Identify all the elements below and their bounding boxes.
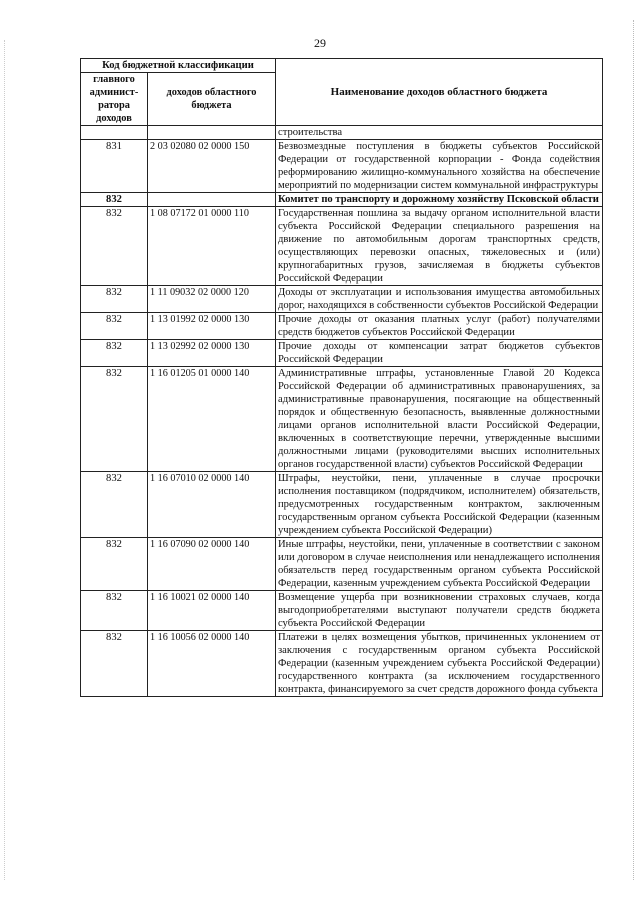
income-name-cell: строительства — [276, 126, 603, 140]
table-row — [81, 340, 603, 367]
table-row — [81, 207, 603, 286]
income-name-cell: Государственная пошлина за выдачу органом исполнительной власти субъекта Российской Федерации специального разрешения на движение по автомобильным дорогам транспортных средств, осуществляющих перевозки опасных, тяжеловесных и (или) крупногабаритных грузов, зачисляемая в бюджеты субъектов Российской Федерации — [276, 207, 603, 286]
header-admin: главного админист-ратора доходов — [81, 73, 148, 126]
table-body — [81, 126, 603, 697]
header-income: доходов областного бюджета — [148, 73, 276, 126]
table-row — [81, 538, 603, 591]
income-code-cell: 1 16 10056 02 0000 140 — [148, 631, 276, 697]
income-name-cell: Прочие доходы от оказания платных услуг (работ) получателями средств бюджетов субъектов Российской Федерации — [276, 313, 603, 340]
admin-code-cell: 831 — [81, 140, 148, 193]
scan-edge-left — [4, 40, 6, 880]
admin-code-cell: 832 — [81, 313, 148, 340]
income-code-cell: 2 03 02080 02 0000 150 — [148, 140, 276, 193]
income-code-cell — [148, 126, 276, 140]
table-row — [81, 472, 603, 538]
income-name-cell: Прочие доходы от компенсации затрат бюджетов субъектов Российской Федерации — [276, 340, 603, 367]
income-name-cell: Комитет по транспорту и дорожному хозяйству Псковской области — [276, 193, 603, 207]
admin-code-cell: 832 — [81, 367, 148, 472]
table-row — [81, 140, 603, 193]
income-code-cell: 1 16 07090 02 0000 140 — [148, 538, 276, 591]
income-code-cell — [148, 193, 276, 207]
income-code-cell: 1 16 10021 02 0000 140 — [148, 591, 276, 631]
budget-classification-table — [80, 58, 603, 697]
income-name-cell: Иные штрафы, неустойки, пени, уплаченные в соответствии с законом или договором в случае неисполнения или ненадлежащего исполнения обязательств перед государственным органом субъекта Российской Федерации, казенным учреждением субъекта Российской Федерации — [276, 538, 603, 591]
income-name-cell: Доходы от эксплуатации и использования имущества автомобильных дорог, находящихся в собственности субъектов Российской Федерации — [276, 286, 603, 313]
admin-code-cell: 832 — [81, 538, 148, 591]
income-name-cell: Возмещение ущерба при возникновении страховых случаев, когда выгодоприобретателями выступают получатели средств бюджета субъекта Российской Федерации — [276, 591, 603, 631]
admin-code-cell: 832 — [81, 340, 148, 367]
income-name-cell: Платежи в целях возмещения убытков, причиненных уклонением от заключения с государственным органом субъекта Российской Федерации (казенным учреждением субъекта Российской Федерации) государственного контракта (за исключением государственного контракта, финансируемого за счет средств дорожного фонда субъекта — [276, 631, 603, 697]
table-header — [81, 59, 603, 126]
income-name-cell: Безвозмездные поступления в бюджеты субъектов Российской Федерации от государственной корпорации - Фонда содействия реформированию жилищно-коммунального хозяйства на обеспечение мероприятий по модернизации систем коммунальной инфраструктуры — [276, 140, 603, 193]
page-number: 29 — [314, 36, 326, 50]
header-name: Наименование доходов областного бюджета — [276, 59, 603, 126]
admin-code-cell: 832 — [81, 472, 148, 538]
scan-edge-right — [631, 20, 634, 880]
income-code-cell: 1 16 01205 01 0000 140 — [148, 367, 276, 472]
income-name-cell: Штрафы, неустойки, пени, уплаченные в случае просрочки исполнения поставщиком (подрядчиком, исполнителем) обязательств, предусмотренных государственным контрактом, заключенным государственным органом субъекта Российской Федерации (казенным учреждением субъекта Российской Федерации) — [276, 472, 603, 538]
table-row — [81, 591, 603, 631]
admin-code-cell: 832 — [81, 631, 148, 697]
table-row — [81, 126, 603, 140]
income-code-cell: 1 16 07010 02 0000 140 — [148, 472, 276, 538]
admin-code-cell: 832 — [81, 286, 148, 313]
income-name-cell: Административные штрафы, установленные Главой 20 Кодекса Российской Федерации об административных правонарушениях, за административные правонарушения, посягающие на общественный порядок и общественную безопасность, выявленные должностными лицами органов исполнительной власти Российской Федерации, включенных в соответствующие перечни, утвержденные высшими должностными лицами (руководителями высших исполнительных органов государственной власти) субъектов Российской Федерации — [276, 367, 603, 472]
admin-code-cell — [81, 126, 148, 140]
admin-code-cell: 832 — [81, 193, 148, 207]
table-row — [81, 367, 603, 472]
admin-code-cell: 832 — [81, 207, 148, 286]
income-code-cell: 1 08 07172 01 0000 110 — [148, 207, 276, 286]
table-row — [81, 631, 603, 697]
table-row — [81, 313, 603, 340]
income-code-cell: 1 11 09032 02 0000 120 — [148, 286, 276, 313]
table-row — [81, 193, 603, 207]
admin-code-cell: 832 — [81, 591, 148, 631]
income-code-cell: 1 13 01992 02 0000 130 — [148, 313, 276, 340]
income-code-cell: 1 13 02992 02 0000 130 — [148, 340, 276, 367]
header-code-group: Код бюджетной классификации — [81, 59, 276, 73]
table-row — [81, 286, 603, 313]
